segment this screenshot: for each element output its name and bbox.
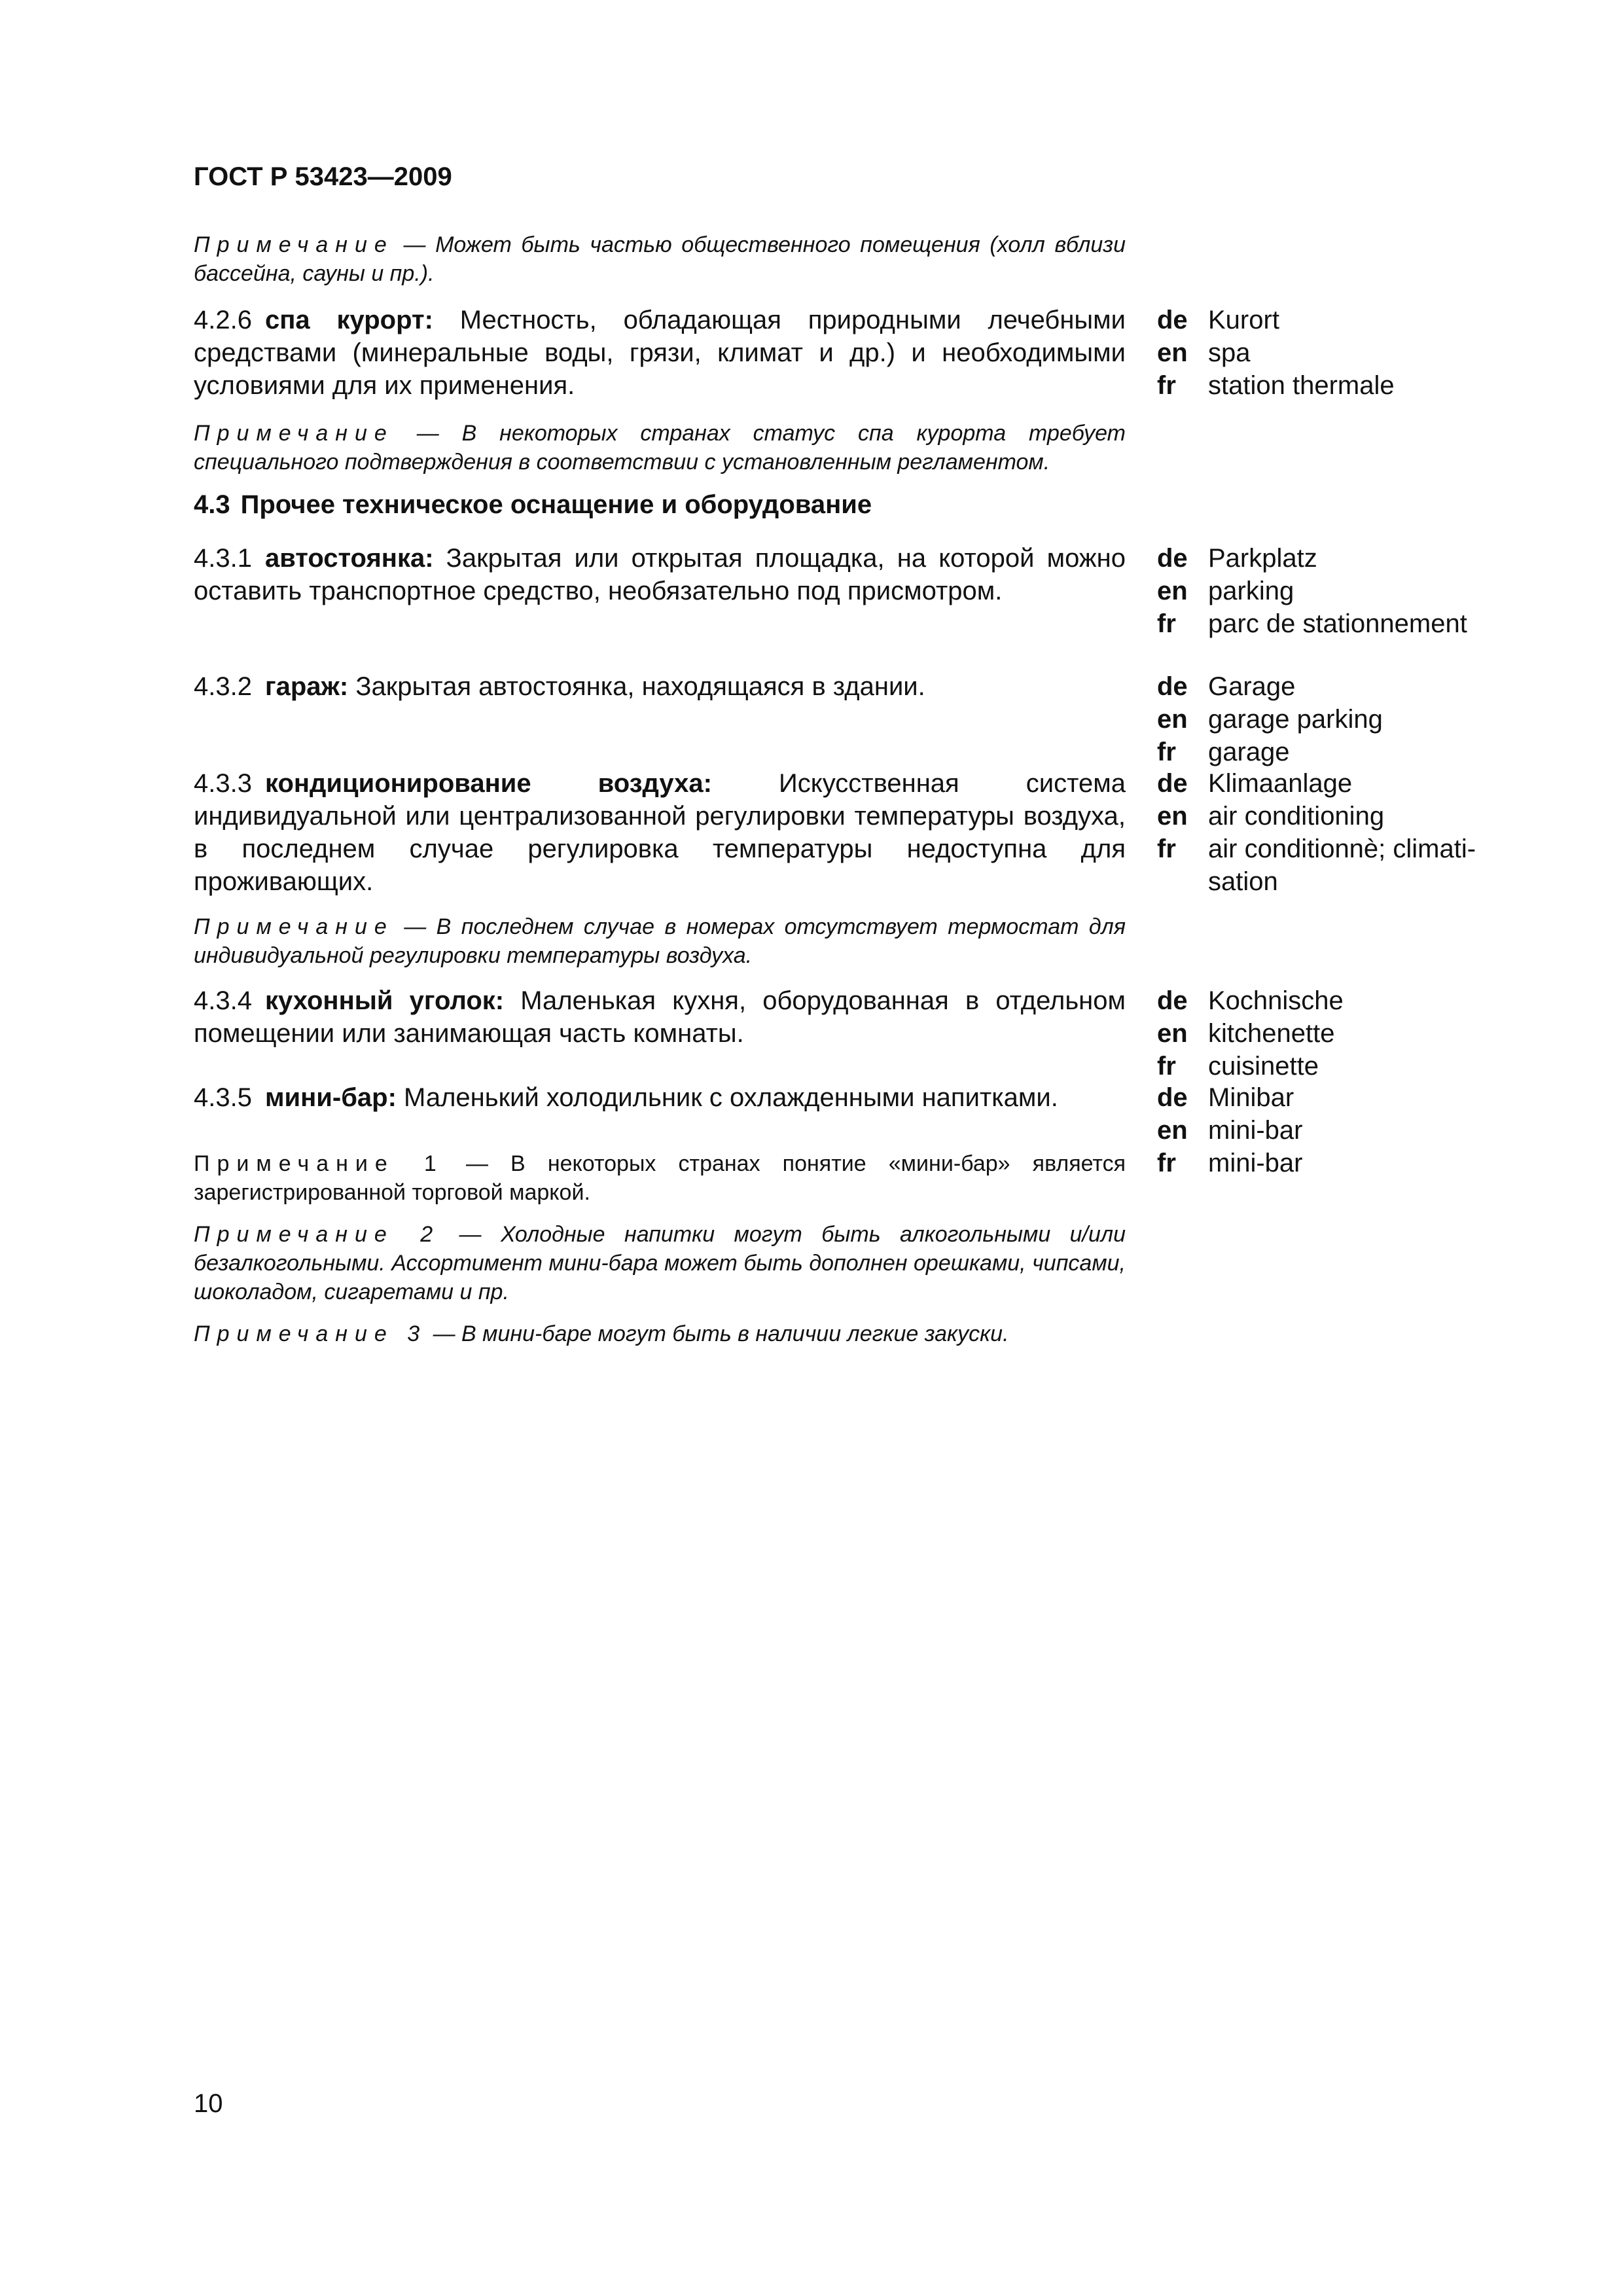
- term-entry-garage: [194, 670, 1126, 703]
- equivalent-de: [1157, 304, 1524, 336]
- lang-code: de: [1157, 769, 1188, 798]
- term-definition: Местность, обладающая природными лечебными средствами (минеральные воды, грязи, климат и др.) и необходимыми условиями для их применения.: [194, 306, 1126, 400]
- lang-code: de: [1157, 986, 1188, 1015]
- equivalent-fr: [1157, 369, 1524, 402]
- term-definition: Маленький холодильник с охлажденными напитками.: [396, 1083, 1058, 1112]
- lang-code: fr: [1157, 834, 1176, 863]
- equivalent-de: [1157, 984, 1524, 1017]
- lang-code: en: [1157, 705, 1188, 734]
- term-entry-kitchenette: [194, 984, 1126, 1050]
- equivalent-text: garage parking: [1208, 705, 1383, 734]
- term-name: кондиционирование воздуха:: [264, 769, 712, 798]
- equivalent-text: air conditionnè; climati-: [1208, 834, 1476, 863]
- section-heading: [194, 488, 872, 521]
- lang-code: de: [1157, 672, 1188, 701]
- lang-code: de: [1157, 306, 1188, 334]
- lang-code: en: [1157, 338, 1188, 367]
- term-name: гараж:: [264, 672, 349, 701]
- equivalent-en: [1157, 1017, 1524, 1050]
- equivalent-text: mini-bar: [1208, 1149, 1303, 1177]
- equivalent-en: [1157, 575, 1524, 607]
- equivalent-text: mini-bar: [1208, 1116, 1303, 1145]
- term-entry-spa-resort: [194, 304, 1126, 402]
- equivalent-en: [1157, 800, 1524, 833]
- equivalent-fr: [1157, 607, 1524, 640]
- term-entry-minibar: [194, 1081, 1126, 1114]
- note-label: Примечание 1: [194, 1151, 444, 1176]
- equivalent-fr-continuation: [1157, 865, 1524, 898]
- equivalent-fr: [1157, 1147, 1524, 1179]
- term-number: 4.2.6: [194, 306, 252, 334]
- term-definition: Закрытая автостоянка, находящаяся в здании.: [348, 672, 925, 701]
- note-text: — В некоторых странах статус спа курорта требует специального подтверждения в соответствии с установленным регламентом.: [194, 421, 1126, 475]
- equivalent-text: garage: [1208, 738, 1290, 766]
- term-definition: Искусственная система индивидуальной или централизованной регулировки температуры воздуха, в последнем случае регулировка температуры недоступна для проживающих.: [194, 769, 1126, 896]
- term-entry-air-conditioning: [194, 767, 1126, 898]
- equivalent-text: spa: [1208, 338, 1251, 367]
- note-minibar-3: [194, 1319, 1126, 1348]
- equivalent-en: [1157, 703, 1524, 736]
- equivalents-air-conditioning: [1157, 767, 1524, 898]
- note-label: Примечание: [194, 914, 394, 939]
- term-number: 4.3.1: [194, 544, 252, 573]
- term-name: кухонный уголок:: [264, 986, 505, 1015]
- lang-code: en: [1157, 802, 1188, 831]
- equivalent-text: Garage: [1208, 672, 1296, 701]
- equivalent-text: station thermale: [1208, 371, 1395, 400]
- document-code: ГОСТ Р 53423—2009: [194, 162, 452, 191]
- equivalent-text: parking: [1208, 577, 1294, 605]
- equivalents-parking: [1157, 542, 1524, 640]
- term-definition: Маленькая кухня, оборудованная в отдельном помещении или занимающая часть комнаты.: [194, 986, 1126, 1048]
- section-number: 4.3: [194, 490, 230, 519]
- equivalents-spa-resort: [1157, 304, 1524, 402]
- equivalent-de: [1157, 767, 1524, 800]
- lang-code: de: [1157, 1083, 1188, 1112]
- lang-code: fr: [1157, 1052, 1176, 1081]
- equivalent-en: [1157, 336, 1524, 369]
- note-text: — В мини-баре могут быть в наличии легкие закуски.: [427, 1321, 1009, 1346]
- term-number: 4.3.3: [194, 769, 252, 798]
- note-label: Примечание 3: [194, 1321, 427, 1346]
- note-text: — В последнем случае в номерах отсутствует термостат для индивидуальной регулировки температуры воздуха.: [194, 914, 1126, 968]
- equivalent-text: cuisinette: [1208, 1052, 1319, 1081]
- equivalent-text: parc de stationnement: [1208, 609, 1467, 638]
- lang-code: fr: [1157, 1149, 1176, 1177]
- note-label: Примечание: [194, 232, 394, 257]
- equivalent-en: [1157, 1114, 1524, 1147]
- note-text: — Может быть частью общественного помещения (холл вблизи бассейна, сауны и пр.).: [194, 232, 1126, 286]
- note-spa-resort: [194, 419, 1126, 476]
- equivalent-text: Minibar: [1208, 1083, 1294, 1112]
- equivalent-de: [1157, 670, 1524, 703]
- lang-code: de: [1157, 544, 1188, 573]
- lang-code: fr: [1157, 371, 1176, 400]
- note-air-conditioning: [194, 912, 1126, 970]
- term-name: автостоянка:: [264, 544, 434, 573]
- term-name: спа курорт:: [264, 306, 433, 334]
- equivalent-fr: [1157, 833, 1524, 865]
- term-entry-parking: [194, 542, 1126, 607]
- equivalent-text: Kurort: [1208, 306, 1279, 334]
- term-number: 4.3.5: [194, 1083, 252, 1112]
- section-title: Прочее техническое оснащение и оборудование: [240, 490, 872, 519]
- equivalent-de: [1157, 1081, 1524, 1114]
- equivalent-text: kitchenette: [1208, 1019, 1335, 1048]
- equivalent-text: air conditioning: [1208, 802, 1385, 831]
- equivalent-text: sation: [1208, 867, 1278, 896]
- note-text: — Холодные напитки могут быть алкогольными и/или безалкогольными. Ассортимент мини-бара может быть дополнен орешками, чипсами, шоколадом, сигаретами и пр.: [194, 1222, 1126, 1304]
- equivalent-fr: [1157, 736, 1524, 768]
- equivalents-minibar: [1157, 1081, 1524, 1179]
- equivalent-text: Klimaanlage: [1208, 769, 1353, 798]
- note-text: — В некоторых странах понятие «мини-бар» является зарегистрированной торговой маркой.: [194, 1151, 1126, 1205]
- term-name: мини-бар:: [264, 1083, 397, 1112]
- equivalents-garage: [1157, 670, 1524, 768]
- term-definition: Закрытая или открытая площадка, на которой можно оставить транспортное средство, необязательно под присмотром.: [194, 544, 1126, 605]
- term-number: 4.3.2: [194, 672, 252, 701]
- note-minibar-1: [194, 1149, 1126, 1207]
- equivalent-de: [1157, 542, 1524, 575]
- note-minibar-2: [194, 1220, 1126, 1306]
- page-number: 10: [194, 2089, 223, 2118]
- equivalent-text: Parkplatz: [1208, 544, 1317, 573]
- lang-code: en: [1157, 1116, 1188, 1145]
- equivalents-kitchenette: [1157, 984, 1524, 1083]
- term-number: 4.3.4: [194, 986, 252, 1015]
- note-label: Примечание 2: [194, 1222, 440, 1247]
- note-top: [194, 230, 1126, 288]
- equivalent-fr: [1157, 1050, 1524, 1083]
- lang-code: fr: [1157, 609, 1176, 638]
- lang-code: fr: [1157, 738, 1176, 766]
- lang-code: en: [1157, 1019, 1188, 1048]
- equivalent-text: Kochnische: [1208, 986, 1344, 1015]
- note-label: Примечание: [194, 421, 394, 446]
- lang-code: en: [1157, 577, 1188, 605]
